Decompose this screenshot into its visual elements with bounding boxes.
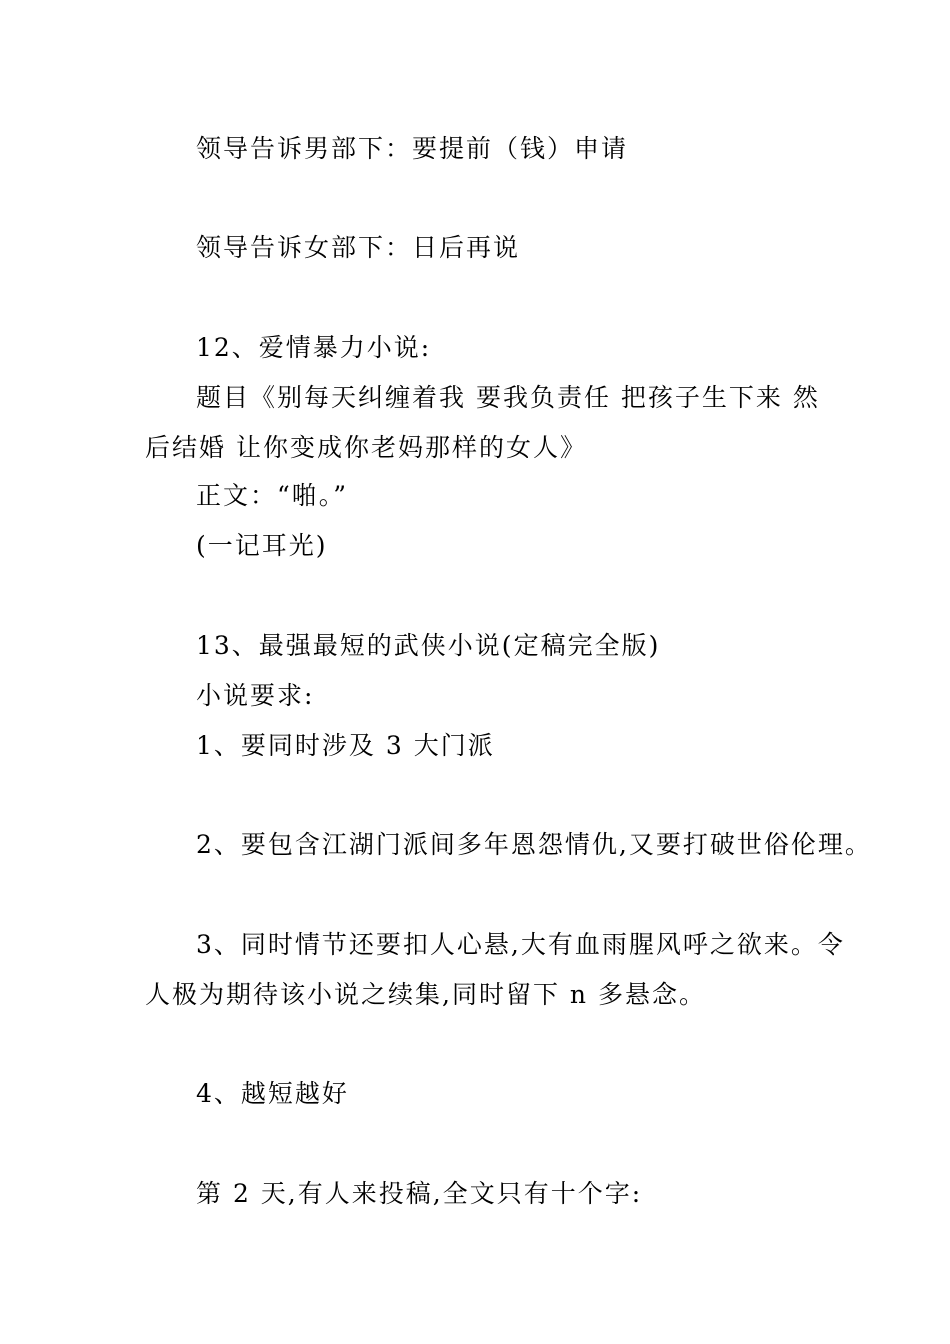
list-item-requirement-2: 2、要包含江湖门派间多年恩怨情仇,又要打破世俗伦理。 xyxy=(196,830,872,859)
text-line-title-part-2: 后结婚 让你变成你老妈那样的女人》 xyxy=(145,433,587,462)
text-line-male-subordinate: 领导告诉男部下：要提前（钱）申请 xyxy=(196,134,629,163)
text-line-title-part-1: 题目《别每天纠缠着我 要我负责任 把孩子生下来 然 xyxy=(196,383,820,412)
text-line-female-subordinate: 领导告诉女部下：日后再说 xyxy=(196,233,521,262)
list-item-requirement-3-part-1: 3、同时情节还要扣人心悬,大有血雨腥风呼之欲来。令 xyxy=(196,930,845,959)
list-item-requirement-4: 4、越短越好 xyxy=(196,1079,349,1108)
section-heading-13: 13、最强最短的武侠小说(定稿完全版) xyxy=(196,631,661,660)
text-line-requirements: 小说要求: xyxy=(196,681,315,710)
list-item-requirement-1: 1、要同时涉及 3 大门派 xyxy=(196,731,495,760)
section-heading-12: 12、爱情暴力小说: xyxy=(196,333,432,362)
text-line-submission: 第 2 天,有人来投稿,全文只有十个字: xyxy=(196,1179,643,1208)
text-line-body: 正文：“啪。” xyxy=(196,481,349,510)
text-line-slap: (一记耳光) xyxy=(196,531,328,560)
list-item-requirement-3-part-2: 人极为期待该小说之续集,同时留下 n 多悬念。 xyxy=(145,980,706,1009)
